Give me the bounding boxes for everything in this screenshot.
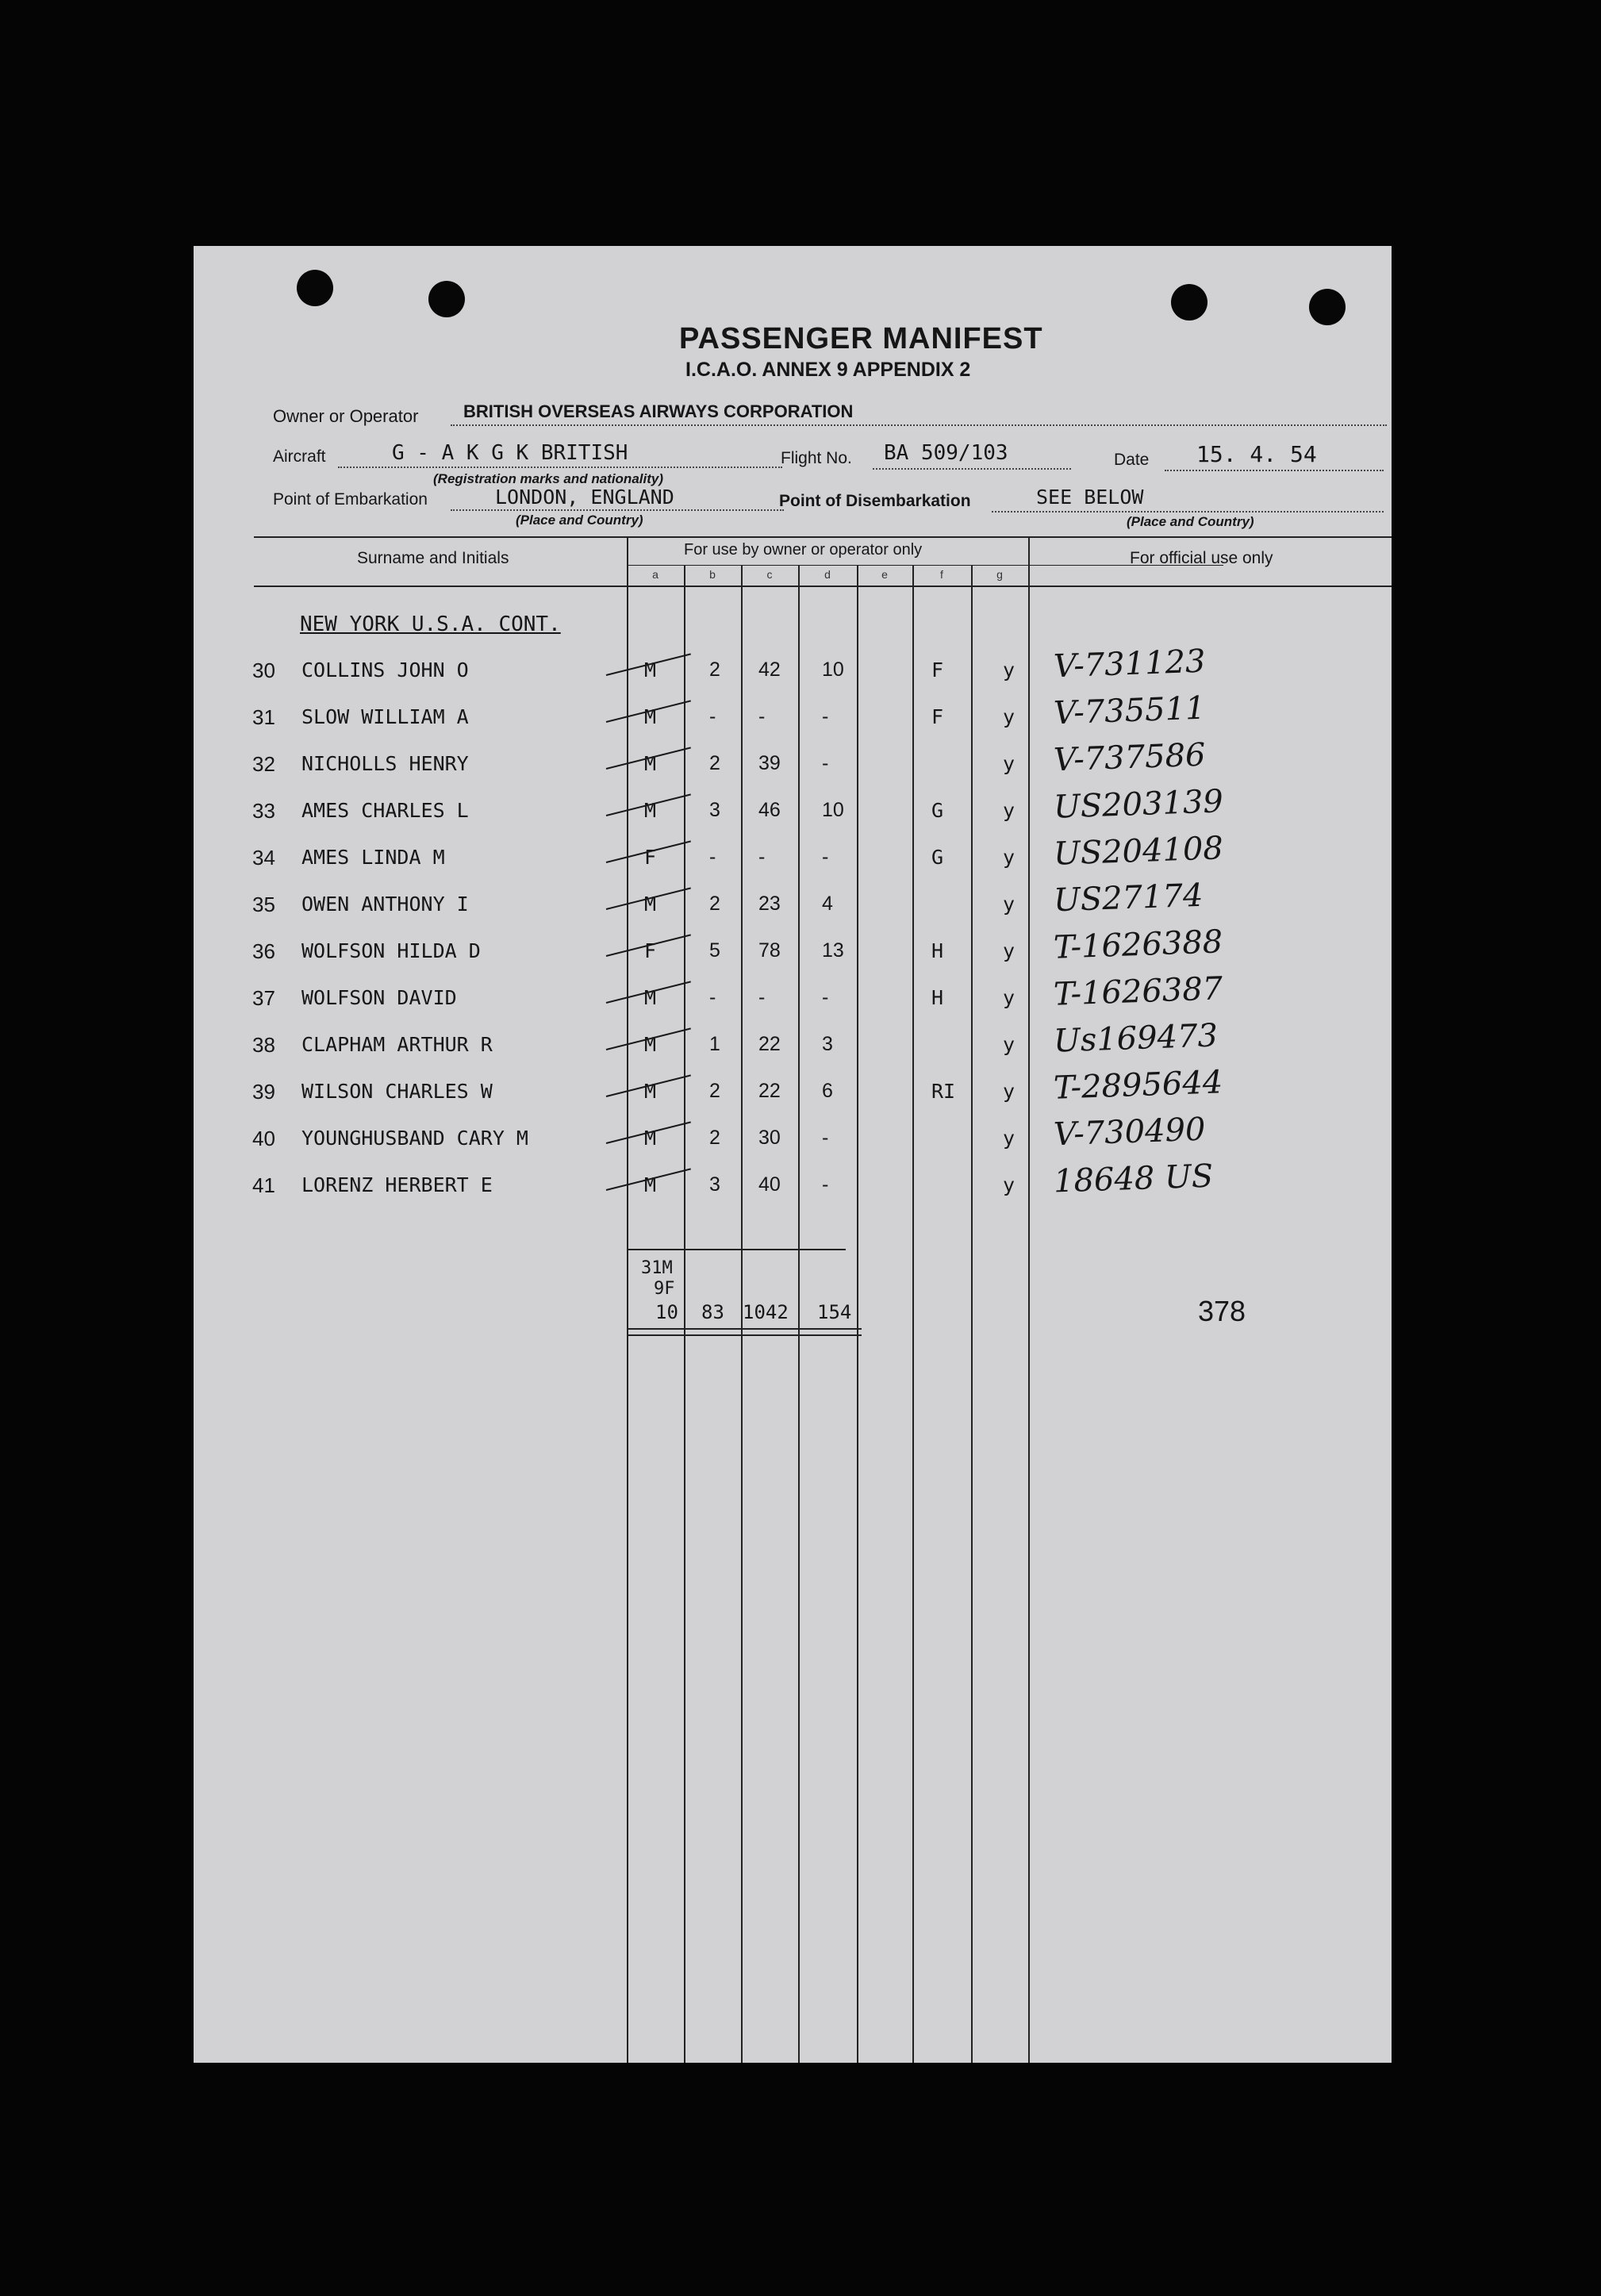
subheader-a: a [652, 568, 658, 581]
totals-a-female: 9F [654, 1279, 675, 1299]
cell-g: y [1003, 939, 1016, 962]
row-number: 30 [252, 658, 275, 682]
aircraft-label: Aircraft [273, 447, 326, 466]
row-number: 38 [252, 1033, 275, 1057]
subheader-b: b [709, 568, 716, 581]
cell-sex: M [644, 752, 657, 775]
subheader-f: f [940, 568, 943, 581]
cell-d: - [822, 705, 829, 728]
cell-d: 10 [822, 658, 844, 681]
embark-value: LONDON, ENGLAND [495, 486, 674, 509]
cell-sex: M [644, 658, 657, 682]
row-number: 33 [252, 799, 275, 823]
cell-c: 78 [758, 939, 781, 962]
cell-c: 22 [758, 1080, 781, 1102]
totals-c: 1042 [743, 1301, 789, 1323]
cell-b: 3 [709, 799, 720, 821]
passenger-name: YOUNGHUSBAND CARY M [301, 1127, 528, 1150]
cell-g: y [1003, 986, 1016, 1009]
cell-g: y [1003, 1127, 1016, 1150]
cell-sex: M [644, 1033, 657, 1056]
column-header-owner: For use by owner or operator only [684, 541, 923, 559]
cell-b: 2 [709, 893, 720, 915]
column-header-name: Surname and Initials [357, 549, 509, 567]
passenger-name: AMES CHARLES L [301, 799, 469, 822]
cell-c: - [758, 986, 766, 1008]
cell-f: F [931, 705, 944, 728]
official-passport-number: 18648 US [1053, 1158, 1214, 1200]
row-number: 41 [252, 1173, 275, 1197]
cell-c: 30 [758, 1127, 781, 1149]
cell-sex: M [644, 799, 657, 822]
passenger-name: SLOW WILLIAM A [301, 705, 469, 728]
cell-sex: M [644, 986, 657, 1009]
row-number: 39 [252, 1080, 275, 1104]
row-number: 35 [252, 893, 275, 916]
cell-d: 13 [822, 939, 844, 962]
column-divider [1028, 536, 1030, 568]
official-passport-number: US203139 [1053, 783, 1224, 826]
flight-label: Flight No. [781, 449, 852, 467]
owner-label: Owner or Operator [273, 406, 419, 426]
row-number: 31 [252, 705, 275, 729]
embark-underline [451, 509, 784, 511]
totals-d: 154 [817, 1301, 852, 1323]
cell-sex: F [644, 939, 657, 962]
passenger-name: AMES LINDA M [301, 846, 445, 869]
cell-b: 2 [709, 1127, 720, 1149]
row-number: 37 [252, 986, 275, 1010]
cell-g: y [1003, 799, 1016, 822]
table-top-border [254, 536, 1392, 538]
cell-d: 4 [822, 893, 833, 915]
cell-b: 2 [709, 752, 720, 774]
page-number: 378 [1198, 1295, 1246, 1327]
column-divider [857, 565, 858, 2063]
page-title: PASSENGER MANIFEST [679, 322, 1043, 355]
manifest-sheet [194, 246, 1392, 2063]
cell-d: - [822, 1127, 829, 1149]
cell-g: y [1003, 1080, 1016, 1103]
cell-f: G [931, 799, 944, 822]
totals-rule [627, 1249, 846, 1250]
cell-c: - [758, 705, 766, 728]
flight-value: BA 509/103 [884, 441, 1008, 465]
official-passport-number: Us169473 [1053, 1017, 1219, 1060]
cell-d: 10 [822, 799, 844, 821]
passenger-name: OWEN ANTHONY I [301, 893, 469, 916]
passenger-name: LORENZ HERBERT E [301, 1173, 493, 1196]
cell-g: y [1003, 658, 1016, 682]
cell-g: y [1003, 1173, 1016, 1196]
cell-c: - [758, 846, 766, 868]
official-passport-number: V-730490 [1053, 1111, 1207, 1154]
totals-double-rule [627, 1328, 862, 1330]
cell-g: y [1003, 705, 1016, 728]
cell-b: - [709, 986, 716, 1008]
totals-b: 83 [701, 1301, 724, 1323]
aircraft-note: (Registration marks and nationality) [433, 471, 663, 486]
subheader-g: g [996, 568, 1003, 581]
owner-value: BRITISH OVERSEAS AIRWAYS CORPORATION [463, 401, 854, 421]
cell-g: y [1003, 846, 1016, 869]
page-subtitle: I.C.A.O. ANNEX 9 APPENDIX 2 [685, 359, 971, 381]
embark-label: Point of Embarkation [273, 490, 428, 509]
cell-sex: M [644, 1080, 657, 1103]
disembark-underline [992, 511, 1384, 513]
row-number: 32 [252, 752, 275, 776]
cell-c: 22 [758, 1033, 781, 1055]
cell-b: 5 [709, 939, 720, 962]
passenger-name: CLAPHAM ARTHUR R [301, 1033, 493, 1056]
official-passport-number: US27174 [1053, 877, 1204, 920]
cell-g: y [1003, 893, 1016, 916]
official-passport-number: V-737586 [1053, 736, 1207, 779]
flight-underline [873, 468, 1071, 470]
official-passport-number: T-2895644 [1053, 1064, 1223, 1107]
cell-sex: M [644, 705, 657, 728]
date-underline [1165, 470, 1384, 471]
passenger-name: WILSON CHARLES W [301, 1080, 493, 1103]
totals-a-total: 10 [655, 1301, 678, 1323]
owner-underline [451, 424, 1387, 426]
row-number: 40 [252, 1127, 275, 1150]
totals-a-male: 31M [641, 1258, 673, 1278]
punch-hole [1171, 284, 1207, 321]
cell-d: - [822, 1173, 829, 1196]
cell-c: 46 [758, 799, 781, 821]
cell-b: - [709, 705, 716, 728]
cell-c: 39 [758, 752, 781, 774]
cell-d: - [822, 752, 829, 774]
cell-sex: M [644, 1127, 657, 1150]
column-divider [798, 565, 800, 2063]
cell-sex: M [644, 1173, 657, 1196]
aircraft-underline [338, 466, 782, 468]
cell-b: 2 [709, 658, 720, 681]
punch-hole [428, 281, 465, 317]
cell-d: 3 [822, 1033, 833, 1055]
date-value: 15. 4. 54 [1196, 441, 1317, 467]
punch-hole [297, 270, 333, 306]
cell-c: 42 [758, 658, 781, 681]
date-label: Date [1114, 451, 1150, 469]
totals-double-rule [627, 1334, 862, 1336]
punch-hole [1309, 289, 1346, 325]
cell-b: 2 [709, 1080, 720, 1102]
subheader-c: c [766, 568, 773, 581]
cell-sex: F [644, 846, 657, 869]
disembark-value: SEE BELOW [1036, 486, 1144, 509]
cell-b: 3 [709, 1173, 720, 1196]
aircraft-value: G - A K G K BRITISH [392, 441, 628, 465]
cell-f: RI [931, 1080, 956, 1103]
cell-f: H [931, 986, 944, 1009]
cell-b: - [709, 846, 716, 868]
cell-g: y [1003, 1033, 1016, 1056]
official-passport-number: US204108 [1053, 830, 1224, 873]
passenger-name: NICHOLLS HENRY [301, 752, 469, 775]
cell-f: G [931, 846, 944, 869]
cell-f: F [931, 658, 944, 682]
official-passport-number: V-735511 [1053, 689, 1207, 732]
row-number: 34 [252, 846, 275, 870]
embark-note: (Place and Country) [516, 513, 643, 528]
official-passport-number: V-731123 [1053, 643, 1207, 685]
passenger-name: WOLFSON HILDA D [301, 939, 481, 962]
column-divider [912, 565, 914, 2063]
cell-d: 6 [822, 1080, 833, 1102]
section-heading: NEW YORK U.S.A. CONT. [300, 612, 561, 636]
column-divider [627, 536, 628, 2063]
column-divider [1028, 565, 1030, 2063]
cell-f: H [931, 939, 944, 962]
cell-c: 40 [758, 1173, 781, 1196]
cell-g: y [1003, 752, 1016, 775]
official-passport-number: T-1626388 [1053, 923, 1223, 966]
cell-d: - [822, 846, 829, 868]
passenger-name: WOLFSON DAVID [301, 986, 457, 1009]
subheader-d: d [824, 568, 831, 581]
column-header-official: For official use only [1130, 549, 1273, 567]
passenger-name: COLLINS JOHN O [301, 658, 469, 682]
column-divider [684, 565, 685, 2063]
table-header-bottom-border [254, 586, 1392, 587]
subheader-e: e [881, 568, 888, 581]
row-number: 36 [252, 939, 275, 963]
column-divider [971, 565, 973, 2063]
official-passport-number: T-1626387 [1053, 970, 1223, 1013]
cell-sex: M [644, 893, 657, 916]
cell-c: 23 [758, 893, 781, 915]
disembark-label: Point of Disembarkation [779, 492, 971, 510]
cell-b: 1 [709, 1033, 720, 1055]
cell-d: - [822, 986, 829, 1008]
disembark-note: (Place and Country) [1127, 514, 1254, 529]
